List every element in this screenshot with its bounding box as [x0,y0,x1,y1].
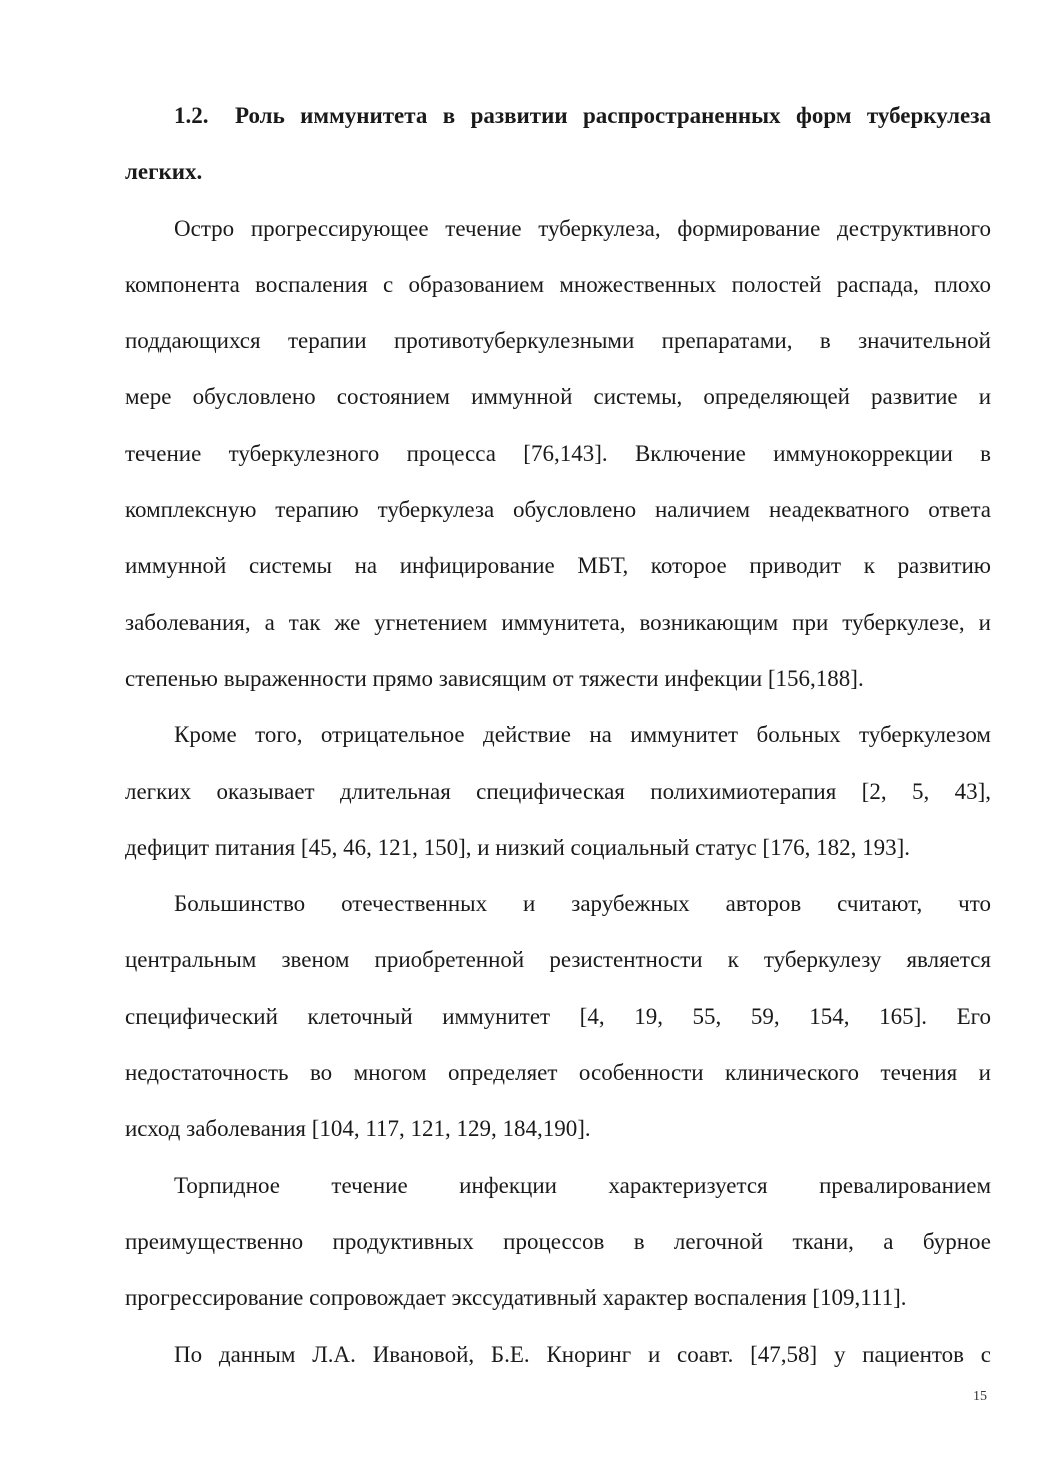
paragraph-line: легких оказывает длительная специфическая полихимиотерапия [2, 5, 43], [125,778,991,804]
paragraph-line: центральным звеном приобретенной резистентности к туберкулезу является [125,947,991,973]
paragraph-line: недостаточность во многом определяет особенности клинического течения и [125,1060,991,1086]
paragraph-line: заболевания, а так же угнетением иммунитета, возникающим при туберкулезе, и [125,609,991,635]
page-number: 15 [973,1389,987,1404]
paragraph-line: специфический клеточный иммунитет [4, 19, 55, 59, 154, 165]. Его [125,1003,991,1029]
paragraph-line: компонента воспаления с образованием множественных полостей распада, плохо [125,271,991,297]
paragraph-line: степенью выраженности прямо зависящим от тяжести инфекции [156,188]. [125,665,864,691]
paragraph-line: Торпидное течение инфекции характеризуется превалированием [174,1172,991,1198]
section-title-line: Роль иммунитета в развитии распространенных форм туберкулеза [235,103,991,128]
document-page [125,88,991,1383]
paragraph-line: прогрессирование сопровождает экссудативный характер воспаления [109,111]. [125,1285,907,1311]
paragraph-line: По данным Л.А. Ивановой, Б.Е. Кноринг и соавт. [47,58] у пациентов с [174,1341,991,1367]
paragraph-line: поддающихся терапии противотуберкулезными препаратами, в значительной [125,328,991,354]
paragraph-line: мере обусловлено состоянием иммунной системы, определяющей развитие и [125,384,991,410]
section-title-line: легких. [125,159,203,185]
paragraph-line: комплексную терапию туберкулеза обусловлено наличием неадекватного ответа [125,497,991,523]
paragraph-line: дефицит питания [45, 46, 121, 150], и низкий социальный статус [176, 182, 193]. [125,834,910,860]
paragraph-line: Кроме того, отрицательное действие на иммунитет больных туберкулезом [174,722,991,748]
paragraph-line: Большинство отечественных и зарубежных авторов считают, что [174,891,991,917]
paragraph-line: преимущественно продуктивных процессов в легочной ткани, а бурное [125,1228,991,1254]
section-heading [125,88,991,144]
paragraph-line: течение туберкулезного процесса [76,143]. Включение иммунокоррекции в [125,440,991,466]
paragraph-line: иммунной системы на инфицирование МБТ, которое приводит к развитию [125,553,991,579]
paragraph-line: исход заболевания [104, 117, 121, 129, 184,190]. [125,1116,591,1142]
paragraph-line: Остро прогрессирующее течение туберкулеза, формирование деструктивного [174,215,991,241]
section-number: 1.2. [174,103,209,128]
